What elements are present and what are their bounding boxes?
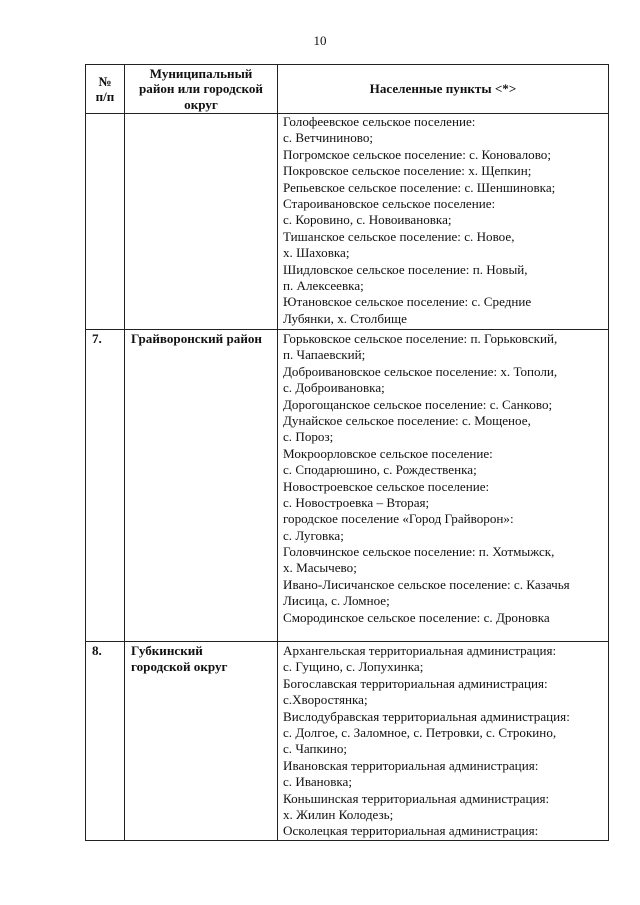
place-line: с. Гущино, с. Лопухинка; (283, 659, 424, 675)
place-line: Голофеевское сельское поселение: (283, 114, 476, 129)
place-line: Горьковское сельское поселение: п. Горьковский, (283, 331, 558, 346)
place-line: с. Сподарюшино, с. Рождественка; (283, 462, 477, 478)
row-number (86, 114, 125, 330)
place-line: с. Новостроевка – Вторая; (283, 494, 430, 510)
place-line: Доброивановское сельское поселение: х. Тополи, (283, 363, 558, 379)
place-line: х. Масычево; (283, 560, 357, 576)
row-places (278, 642, 609, 841)
place-line: п. Алексеевка; (283, 277, 364, 293)
row-places (278, 330, 609, 642)
place-line: п. Чапаевский; (283, 347, 366, 363)
place-line: Лубянки, х. Столбище (283, 310, 407, 326)
place-line: Староивановское сельское поселение: (283, 195, 496, 211)
place-line: Дорогощанское сельское поселение: с. Санково; (283, 396, 553, 412)
place-line: Новостроевское сельское поселение: (283, 478, 490, 494)
row-district (125, 642, 278, 841)
header-district-line: округ (184, 96, 218, 112)
place-line: Лисица, с. Ломное; (283, 593, 390, 609)
place-line: Тишанское сельское поселение: с. Новое, (283, 228, 515, 244)
place-line: Богославская территориальная администрация: (283, 675, 548, 691)
place-line: Коньшинская территориальная администрация: (283, 790, 550, 806)
row-number: 7. (86, 330, 125, 642)
place-line: Покровское сельское поселение: х. Щепкин; (283, 163, 532, 179)
district-line: Грайворонский район (131, 331, 262, 346)
place-line: Осколецкая территориальная администрация: (283, 823, 539, 839)
page-number: 10 (313, 33, 327, 48)
settlements-table (85, 64, 609, 841)
place-line: с. Доброивановка; (283, 380, 385, 396)
place-line: с. Чапкино; (283, 741, 348, 757)
place-line: с. Ветчининово; (283, 130, 374, 146)
table-header-row (86, 65, 609, 114)
place-line: Шидловское сельское поселение: п. Новый, (283, 261, 528, 277)
row-places (278, 114, 609, 330)
table-row (86, 330, 609, 642)
table-row (86, 642, 609, 841)
place-line: Архангельская территориальная администрация: (283, 643, 557, 658)
place-line: Ивановская территориальная администрация: (283, 757, 539, 773)
row-district (125, 330, 278, 642)
district-line: Губкинский (131, 643, 203, 658)
place-line: х. Шаховка; (283, 245, 350, 261)
place-line: городское поселение «Город Грайворон»: (283, 511, 514, 527)
place-line: Ютановское сельское поселение: с. Средние (283, 294, 532, 310)
row-number: 8. (86, 642, 125, 841)
place-line: Вислодубравская территориальная администрация: (283, 708, 570, 724)
header-num-line: № (98, 73, 112, 89)
header-district (125, 65, 278, 114)
header-num-line: п/п (95, 89, 115, 104)
header-district-line: район или городской (139, 81, 263, 97)
place-line: Репьевское сельское поселение: с. Шеншиновка; (283, 179, 556, 195)
place-line: с.Хворостянка; (283, 692, 368, 708)
row-district (125, 114, 278, 330)
place-line: с. Коровино, с. Новоивановка; (283, 212, 452, 228)
place-line: с. Долгое, с. Заломное, с. Петровки, с. Строкино, (283, 724, 557, 740)
header-district-line: Муниципальный (149, 65, 253, 81)
header-num (86, 65, 125, 114)
table-row (86, 114, 609, 330)
place-line: Мокроорловское сельское поселение: (283, 445, 493, 461)
district-line: городской округ (131, 659, 228, 675)
place-line: Смородинское сельское поселение: с. Дроновка (283, 609, 550, 625)
place-line: х. Жилин Колодезь; (283, 806, 394, 822)
place-line: с. Пороз; (283, 429, 334, 445)
place-line: Дунайское сельское поселение: с. Мощеное, (283, 412, 531, 428)
header-places: Населенные пункты <*> (278, 65, 609, 114)
place-line: с. Ивановка; (283, 774, 352, 790)
place-line: Головчинское сельское поселение: п. Хотмыжск, (283, 544, 555, 560)
place-line: Ивано-Лисичанское сельское поселение: с. Казачья (283, 576, 570, 592)
place-line: с. Луговка; (283, 527, 344, 543)
place-line: Погромское сельское поселение: с. Коновалово; (283, 146, 551, 162)
